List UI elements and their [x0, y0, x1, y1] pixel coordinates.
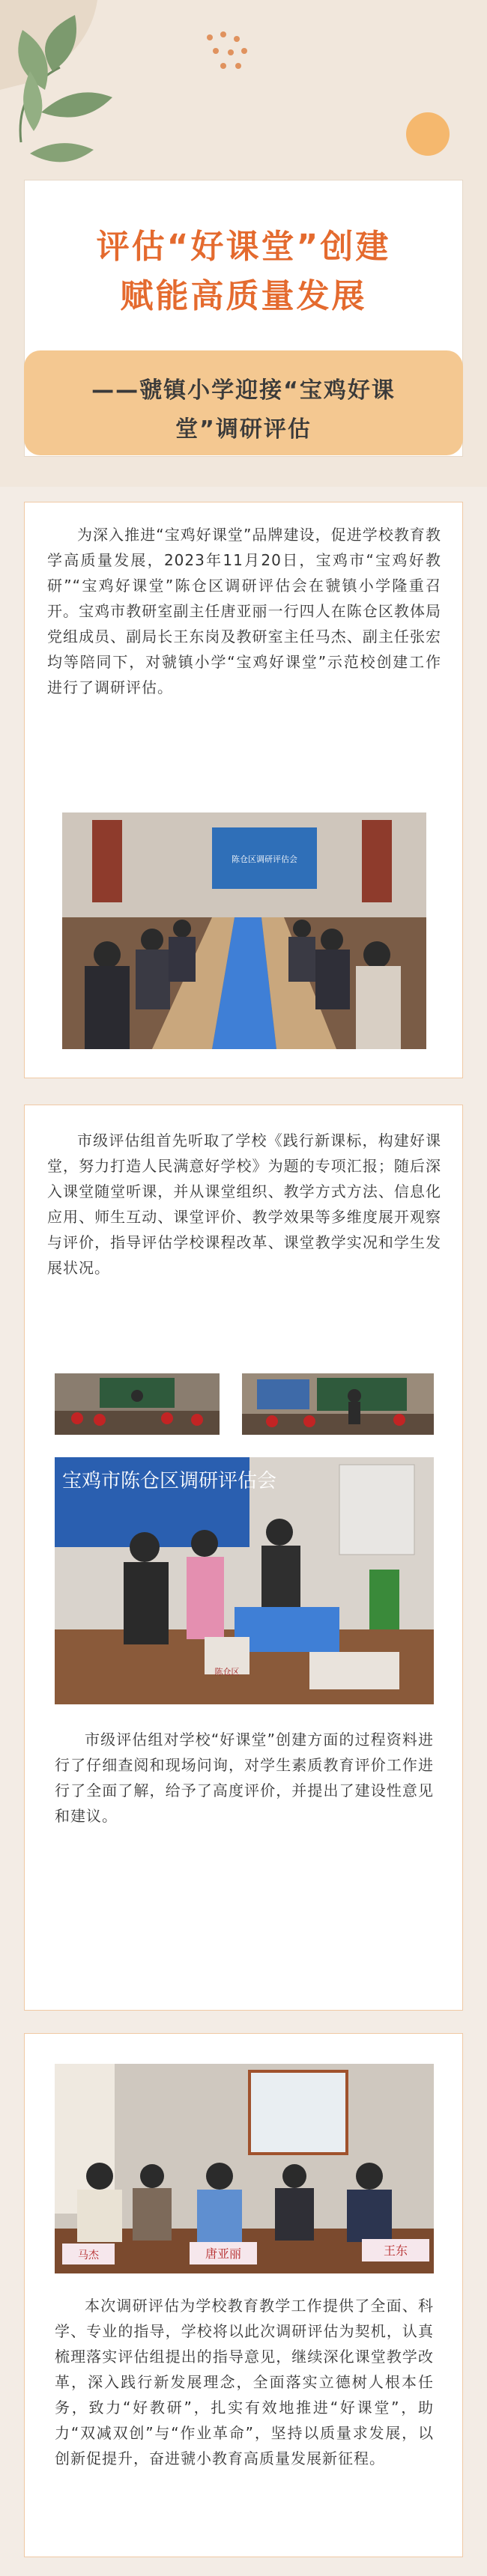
seminar-photo: [55, 2064, 434, 2273]
banner-text: 宝鸡市陈仓区调研评估会: [62, 1470, 277, 1492]
subtitle-line-1: ——虢镇小学迎接“宝鸡好课: [91, 377, 396, 404]
orange-circle-decoration: [406, 112, 450, 156]
classroom-photo-left: [55, 1373, 220, 1435]
nameplate-1: 唐亚丽: [205, 2247, 242, 2261]
subtitle-box: [24, 350, 463, 455]
section-2-card: [24, 1105, 463, 2011]
section-1-card: [24, 502, 463, 1078]
section-2-paragraph-1: 市级评估组首先听取了学校《践行新课标，构建好课堂，努力打造人民满意好学校》为题的专项汇报；随后深入课堂随堂听课，并从课堂组织、教学方式方法、信息化应用、师生互动、课堂评价、教学效果等多维度展开观察与评价，指导评估学校课程改革、课堂教学实况和学生发展状况。: [47, 1131, 441, 1277]
leaf-decoration-icon: [0, 0, 195, 180]
nameplate-2: 王东: [383, 2244, 408, 2258]
dots-decoration-icon: [201, 28, 253, 73]
section-3-card: [24, 2033, 463, 2557]
section-1-paragraph: 为深入推进“宝鸡好课堂”品牌建设，促进学校教育教学高质量发展，2023年11月20日，宝鸡市“宝鸡好教研”“宝鸡好课堂”陈仓区调研评估会在虢镇小学隆重召开。宝鸡市教研室副主任唐亚丽一行四人在陈仓区教体局党组成员、副局长王东岗及教研室主任马杰、副主任张宏均等陪同下，对虢镇小学“宝鸡好课堂”示范校创建工作进行了调研评估。: [47, 526, 441, 696]
nameplate-3: 马杰: [78, 2250, 99, 2261]
sign-text: 陈仓区: [214, 1667, 240, 1677]
title-line-1: 评估“好课堂”创建: [96, 228, 391, 266]
subtitle-line-2: 堂”调研评估: [175, 416, 312, 443]
title-line-2: 赋能高质量发展: [120, 277, 367, 315]
header-banner: [0, 0, 487, 487]
meeting-photo: [62, 812, 426, 1049]
document-review-photo: [55, 1457, 434, 1704]
classroom-photo-right: [242, 1373, 434, 1435]
screen-text: 陈仓区调研评估会: [232, 854, 297, 864]
section-3-paragraph: 本次调研评估为学校教育教学工作提供了全面、科学、专业的指导，学校将以此次调研评估为契机，认真梳理落实评估组提出的指导意见，继续深化课堂教学改革，深入践行新发展理念，全面落实立德树人根本任务，致力“好教研”，扎实有效地推进“好课堂”，助力“双减双创”与“作业革命”，坚持以质量求发展，以创新促提升，奋进虢小教育高质量发展新征程。: [55, 2297, 434, 2467]
section-2-paragraph-2: 市级评估组对学校“好课堂”创建方面的过程资料进行了仔细查阅和现场问询，对学生素质教育评价工作进行了全面了解，给予了高度评价，并提出了建设性意见和建议。: [55, 1731, 434, 1825]
